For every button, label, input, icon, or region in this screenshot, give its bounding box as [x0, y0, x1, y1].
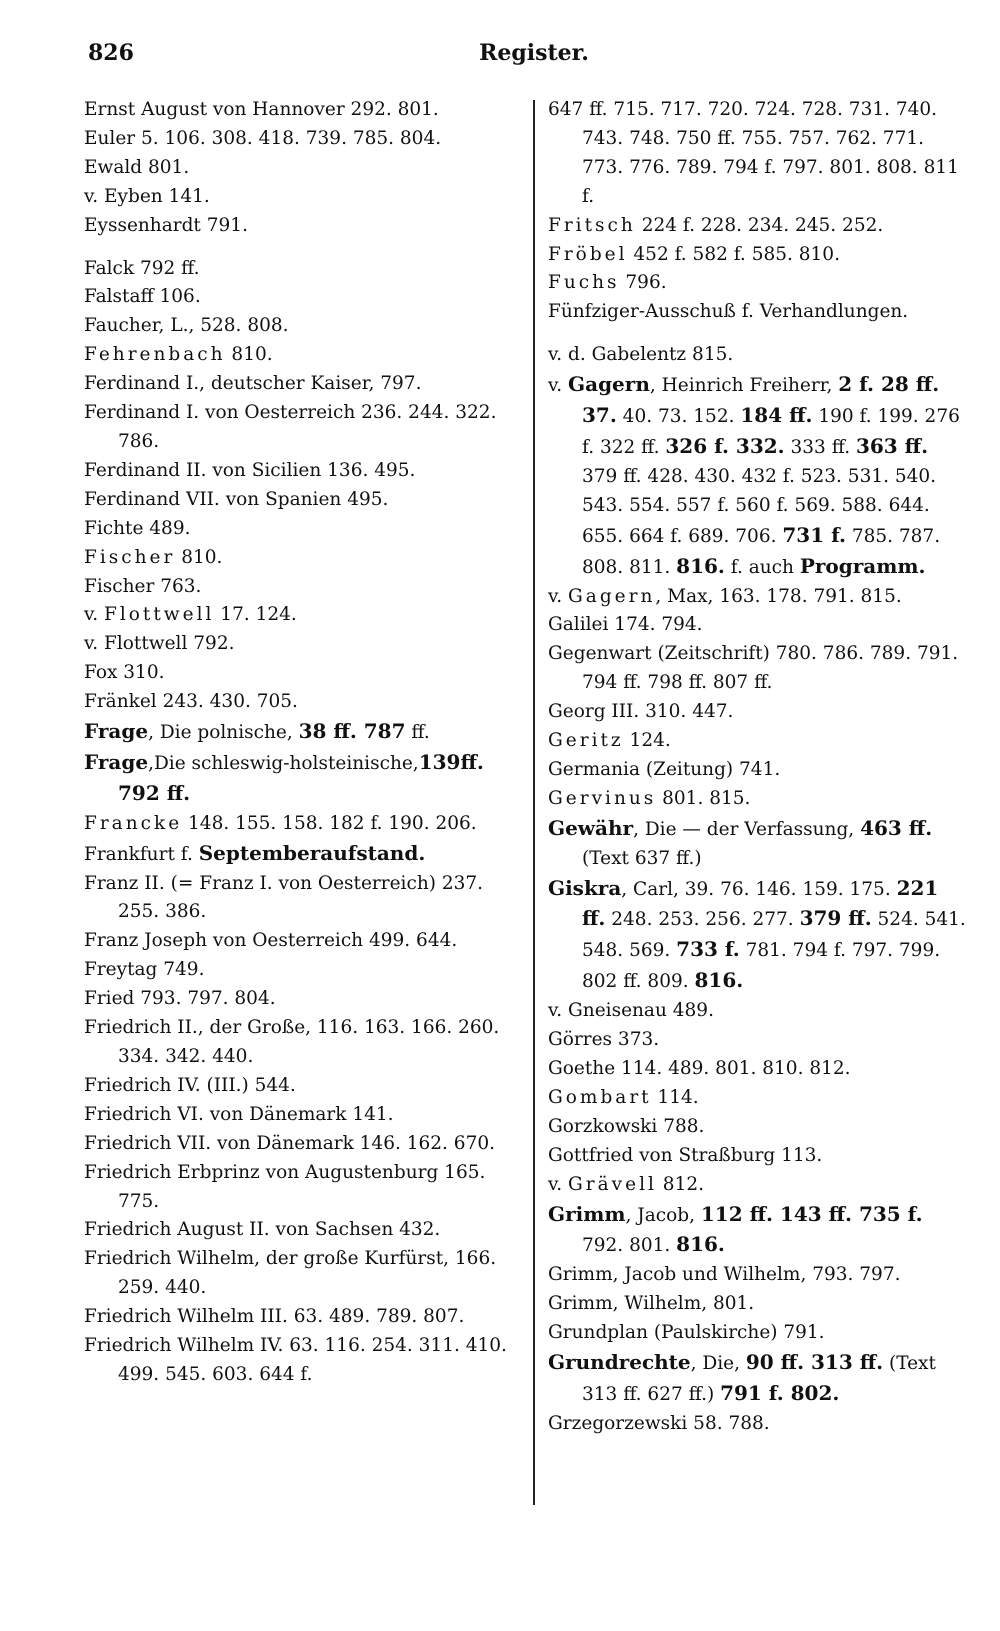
index-text-bold: 184 ff.: [740, 403, 813, 428]
index-entry: [548, 1171, 968, 1200]
index-entry: [84, 985, 514, 1014]
index-text-bold: 731 f.: [782, 522, 846, 547]
index-entry: [84, 125, 514, 154]
index-text-bold: 816.: [676, 553, 725, 578]
index-text: 810.: [175, 546, 223, 568]
index-text-bold: 363 ff.: [855, 433, 929, 458]
index-entry: [548, 727, 968, 756]
index-text: v.: [548, 1173, 569, 1195]
page-header: [88, 40, 940, 80]
index-text: , Heinrich Freiherr,: [649, 375, 839, 397]
index-entry: [548, 241, 968, 270]
index-text-bold: 2 f. 28 ff. 37.: [582, 372, 940, 428]
index-text-bold: Septemberaufstand.: [198, 840, 426, 865]
page-number: 826: [88, 40, 134, 66]
index-entry: [84, 1245, 514, 1303]
index-text: Friedrich Wilhelm, der große Kurfürst, 166. 259. 440.: [84, 1248, 497, 1299]
index-entry: [84, 810, 514, 839]
index-text: 524. 541. 548. 569.: [582, 909, 966, 962]
index-entry: [548, 1055, 968, 1084]
index-text: Friedrich VII. von Dänemark 146. 162. 670.: [84, 1132, 495, 1154]
index-text: v.: [548, 585, 569, 607]
index-entry: [548, 1290, 968, 1319]
index-column-left: [84, 96, 514, 1390]
index-entry: [84, 515, 514, 544]
index-entry: [84, 839, 514, 870]
index-text-bold: Grundrechte: [548, 1350, 691, 1375]
index-text: v. Flottwell 792.: [84, 633, 235, 655]
index-text-bold: 38 ff. 787: [298, 719, 406, 744]
index-text-spaced: Geritz: [548, 730, 624, 752]
index-entry: [548, 1261, 968, 1290]
index-entry: [84, 717, 514, 748]
index-text: Fränkel 243. 430. 705.: [84, 691, 298, 713]
index-text-bold: 90 ff. 313 ff.: [745, 1350, 884, 1375]
index-text: Friedrich IV. (III.) 544.: [84, 1074, 296, 1096]
index-entry: [548, 874, 968, 998]
index-text-bold: Frage: [84, 749, 149, 774]
index-text-bold: 733 f.: [676, 937, 740, 962]
index-entry: [84, 870, 514, 928]
index-entry: [84, 457, 514, 486]
index-entry: [548, 298, 968, 327]
index-entry: [84, 255, 514, 284]
index-entry: [548, 1084, 968, 1113]
index-entry: [84, 341, 514, 370]
index-text: , Die polnische,: [148, 722, 299, 744]
index-entry: [84, 927, 514, 956]
index-text: Galilei 174. 794.: [548, 614, 703, 636]
index-text: Falck 792 ff.: [84, 257, 200, 279]
index-text: 114.: [651, 1086, 699, 1108]
index-entry: [548, 785, 968, 814]
index-text: Grimm, Wilhelm, 801.: [548, 1293, 755, 1315]
index-entry: [548, 341, 968, 370]
index-entry: [548, 997, 968, 1026]
index-text: Gottfried von Straßburg 113.: [548, 1144, 823, 1166]
index-entry: [84, 283, 514, 312]
index-text: , Die,: [690, 1353, 746, 1375]
index-column-right: [548, 96, 968, 1439]
index-text-bold: Gewähr: [548, 815, 634, 840]
index-text: , Max, 163. 178. 791. 815.: [655, 585, 902, 607]
index-entry-continuation: [548, 96, 968, 212]
index-text: Faucher, L., 528. 808.: [84, 315, 289, 337]
index-text: 124.: [623, 730, 671, 752]
index-text: 801. 815.: [656, 787, 751, 809]
index-text: (Text 637 ff.): [582, 847, 702, 869]
index-text: 333 ff.: [784, 436, 856, 458]
index-text-bold: 816.: [694, 968, 744, 993]
column-divider: [533, 100, 535, 1505]
index-entry: [548, 814, 968, 874]
index-entry: [548, 1026, 968, 1055]
index-text: Görres 373.: [548, 1029, 660, 1051]
index-text: 17. 124.: [214, 604, 297, 626]
index-text: Ferdinand VII. von Spanien 495.: [84, 488, 389, 510]
index-text: Friedrich Wilhelm III. 63. 489. 789. 807.: [84, 1306, 465, 1328]
index-text-bold: Gagern: [568, 372, 650, 397]
index-text: 647 ff. 715. 717. 720. 724. 728. 731. 740. 743. 748. 750 ff. 755. 757. 762. 771. 773. 776. 789. 794 f. 797. 801. 808. 811 f.: [548, 99, 959, 207]
index-entry: [84, 1332, 514, 1390]
index-text-spaced: Gagern: [568, 585, 656, 607]
index-text: v.: [84, 604, 105, 626]
index-text: 796.: [619, 272, 667, 294]
index-text: Gorzkowski 788.: [548, 1115, 705, 1137]
index-text-spaced: Francke: [84, 812, 183, 834]
index-text: Ferdinand I., deutscher Kaiser, 797.: [84, 373, 422, 395]
index-text-spaced: Fuchs: [548, 272, 620, 294]
index-text-spaced: Fröbel: [548, 243, 628, 265]
index-text: Fried 793. 797. 804.: [84, 988, 276, 1010]
index-entry: [84, 1216, 514, 1245]
index-entry: [548, 1348, 968, 1410]
index-entry: [548, 212, 968, 241]
index-text: 190 f. 199. 276 f. 322 ff.: [582, 406, 960, 458]
index-entry: [548, 269, 968, 298]
index-entry: [84, 1159, 514, 1217]
index-text: 148. 155. 158. 182 f. 190. 206.: [182, 812, 477, 834]
index-text-bold: 139ff. 792 ff.: [118, 749, 484, 805]
index-text-spaced: Gervinus: [548, 787, 657, 809]
index-text: Euler 5. 106. 308. 418. 739. 785. 804.: [84, 127, 442, 149]
index-entry: [548, 640, 968, 698]
index-text: Franz II. (= Franz I. von Oesterreich) 237. 255. 386.: [84, 872, 484, 923]
index-text: Friedrich Wilhelm IV. 63. 116. 254. 311. 410. 499. 545. 603. 644 f.: [84, 1335, 507, 1385]
index-text: Grundplan (Paulskirche) 791.: [548, 1322, 825, 1344]
index-text: 452 f. 582 f. 585. 810.: [627, 243, 840, 265]
index-entry: [548, 1319, 968, 1348]
index-text-bold: Programm.: [799, 553, 926, 578]
index-text: v. Gneisenau 489.: [548, 1000, 714, 1022]
index-entry: [84, 96, 514, 125]
index-entry: [84, 601, 514, 630]
index-text: Grzegorzewski 58. 788.: [548, 1412, 770, 1434]
index-entry: [84, 399, 514, 457]
index-text: , Jacob,: [625, 1204, 701, 1226]
index-text: 812.: [656, 1173, 704, 1195]
index-text: Ernst August von Hannover 292. 801.: [84, 99, 439, 120]
index-text-spaced: Gombart: [548, 1086, 652, 1108]
index-text: Falstaff 106.: [84, 286, 201, 308]
index-text: Frankfurt f.: [84, 843, 199, 865]
index-text-spaced: Fehrenbach: [84, 344, 226, 366]
index-text-bold: 463 ff.: [860, 815, 933, 840]
index-entry: [548, 583, 968, 612]
index-entry: [548, 370, 968, 582]
index-text: Georg III. 310. 447.: [548, 701, 734, 723]
index-text: Fischer 763.: [84, 575, 202, 597]
index-text: Gegenwart (Zeitschrift) 780. 786. 789. 791. 794 ff. 798 ff. 807 ff.: [548, 643, 959, 694]
index-text-bold: 326 f. 332.: [665, 433, 785, 458]
index-text-spaced: Fritsch: [548, 214, 636, 236]
index-text: 224 f. 228. 234. 245. 252.: [635, 214, 884, 236]
index-text: Goethe 114. 489. 801. 810. 812.: [548, 1058, 851, 1079]
index-text-bold: 379 ff.: [799, 906, 872, 931]
index-text: 810.: [225, 344, 273, 366]
index-entry: [548, 1142, 968, 1171]
index-entry: [84, 630, 514, 659]
index-entry: [84, 212, 514, 241]
index-text-spaced: Flottwell: [104, 604, 215, 626]
index-text-bold: 791 f. 802.: [720, 1380, 840, 1405]
index-text: Ferdinand I. von Oesterreich 236. 244. 322. 786.: [84, 402, 497, 452]
index-text: Fox 310.: [84, 662, 165, 684]
index-text-bold: Grimm: [548, 1201, 626, 1226]
index-text: Friedrich VI. von Dänemark 141.: [84, 1103, 394, 1125]
index-text: v. d. Gabelentz 815.: [548, 344, 734, 366]
index-text: Franz Joseph von Oesterreich 499. 644.: [84, 930, 458, 952]
index-text: , Die — der Verfassung,: [633, 818, 861, 840]
index-entry: [84, 1072, 514, 1101]
index-text: 781. 794 f. 797. 799. 802 ff. 809.: [582, 940, 941, 993]
index-entry: [84, 956, 514, 985]
index-text: Ferdinand II. von Sicilien 136. 495.: [84, 459, 416, 481]
index-entry: [548, 698, 968, 727]
index-entry: [84, 688, 514, 717]
index-entry: [84, 154, 514, 183]
index-text: Freytag 749.: [84, 959, 205, 981]
index-text: v.: [548, 375, 569, 397]
index-text: 379 ff. 428. 430. 432 f. 523. 531. 540. 543. 554. 557 f. 560 f. 569. 588. 644. 655. 664 f. 689. 706.: [582, 465, 937, 547]
index-entry: [84, 183, 514, 212]
index-text: Ewald 801.: [84, 156, 190, 178]
index-text: Friedrich August II. von Sachsen 432.: [84, 1219, 441, 1241]
index-text-bold: Giskra: [548, 875, 622, 900]
index-entry: [84, 1303, 514, 1332]
index-text: 792. 801.: [582, 1235, 677, 1257]
index-text: (Text 313 ff. 627 ff.): [582, 1353, 936, 1405]
index-text-bold: 112 ff. 143 ff. 735 f.: [700, 1201, 923, 1226]
index-text: Grimm, Jacob und Wilhelm, 793. 797.: [548, 1264, 901, 1286]
index-text: Friedrich Erbprinz von Augustenburg 165. 775.: [84, 1161, 486, 1212]
index-entry: [84, 1101, 514, 1130]
index-entry: [84, 748, 514, 810]
index-entry: [84, 486, 514, 515]
index-entry: [548, 1200, 968, 1262]
index-entry: [548, 1113, 968, 1142]
index-text: f. auch: [724, 556, 800, 578]
index-text-bold: Frage: [84, 719, 149, 744]
index-text: , Carl, 39. 76. 146. 159. 175.: [621, 878, 897, 900]
index-entry: [548, 756, 968, 785]
index-text-bold: 221 ff.: [582, 875, 939, 931]
running-head: Register.: [479, 40, 589, 66]
index-text: Friedrich II., der Große, 116. 163. 166. 260. 334. 342. 440.: [84, 1017, 500, 1067]
index-entry: [84, 544, 514, 573]
index-text: ,Die schleswig-holsteinische,: [148, 752, 419, 774]
index-text: ff.: [405, 722, 430, 744]
index-entry: [84, 659, 514, 688]
index-entry: [84, 573, 514, 602]
index-entry: [84, 1130, 514, 1159]
index-text: 248. 253. 256. 277.: [605, 909, 800, 931]
index-entry: [548, 1410, 968, 1439]
index-entry: [84, 370, 514, 399]
index-text: 785. 787. 808. 811.: [582, 525, 941, 578]
index-text: Germania (Zeitung) 741.: [548, 758, 781, 780]
index-entry: [84, 312, 514, 341]
index-text: Fichte 489.: [84, 517, 191, 539]
index-text: 40. 73. 152.: [616, 406, 741, 428]
index-text-spaced: Grävell: [568, 1173, 657, 1195]
index-text-bold: 816.: [676, 1232, 725, 1257]
index-entry: [548, 611, 968, 640]
index-text-spaced: Fischer: [84, 546, 176, 568]
index-entry: [84, 1014, 514, 1072]
index-text: Fünfziger-Ausschuß f. Verhandlungen.: [548, 301, 909, 323]
index-text: v. Eyben 141.: [84, 185, 210, 207]
index-text: Eyssenhardt 791.: [84, 214, 248, 236]
